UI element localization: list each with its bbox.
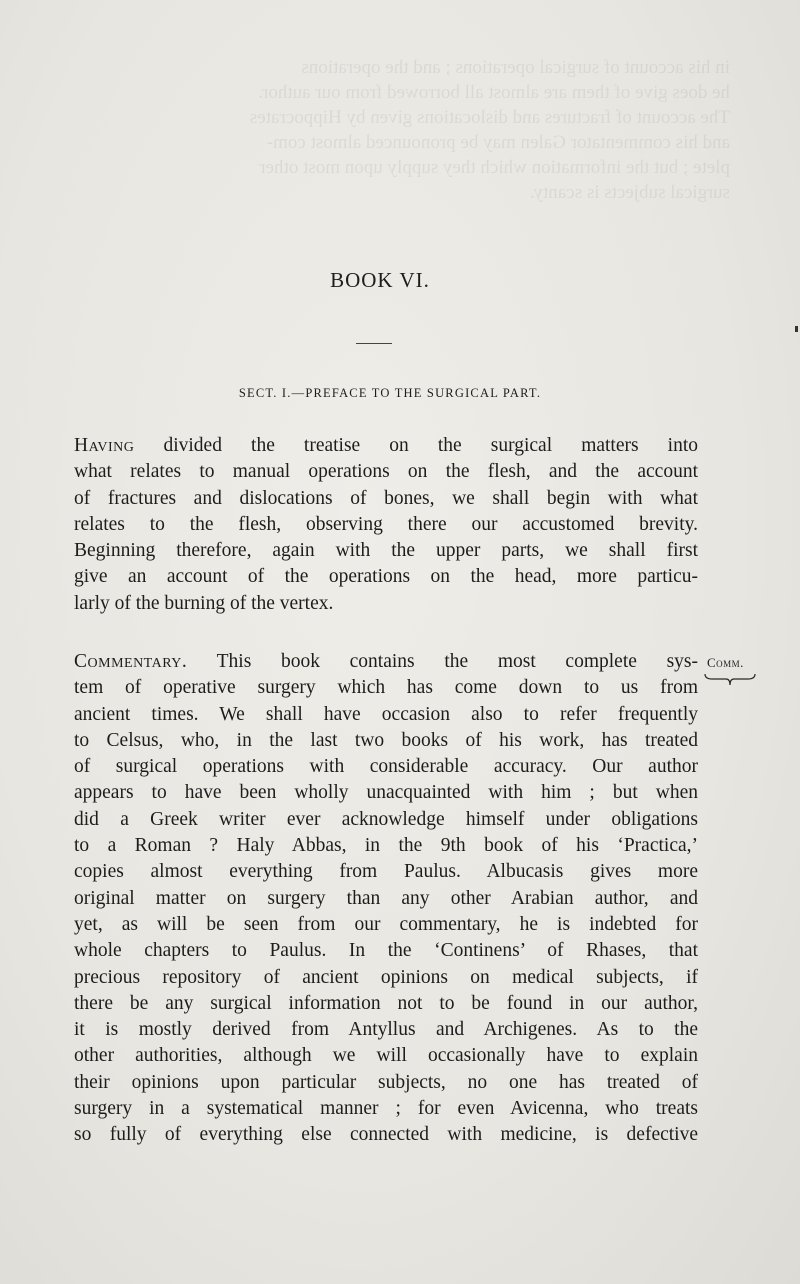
- text-line: tem of operative surgery which has come down to us from: [74, 677, 698, 699]
- text-line: ancient times. We shall have occasion also to refer frequently: [74, 703, 698, 725]
- text-line: of surgical operations with considerable accuracy. Our author: [74, 756, 698, 778]
- text-line: appears to have been wholly unacquainted with him ; but when: [74, 782, 698, 804]
- text-line: so fully of everything else connected with medicine, is defective: [74, 1124, 698, 1146]
- margin-brace: [704, 673, 756, 687]
- text-line: whole chapters to Paulus. In the ‘Continens’ of Rhases, that: [74, 940, 698, 962]
- text-line: to a Roman ? Haly Abbas, in the 9th book of his ‘Practica,’: [74, 835, 698, 857]
- text-line: their opinions upon particular subjects, no one has treated of: [74, 1071, 698, 1093]
- text-line: precious repository of ancient opinions on medical subjects, if: [74, 966, 698, 988]
- text-line: larly of the burning of the vertex.: [74, 592, 334, 614]
- text-line: of fractures and dislocations of bones, we shall begin with what: [74, 487, 698, 509]
- text-line: surgery in a systematical manner ; for even Avicenna, who treats: [74, 1098, 698, 1120]
- text-line: to Celsus, who, in the last two books of his work, has treated: [74, 729, 698, 751]
- text-line: it is mostly derived from Antyllus and Archigenes. As to the: [74, 1019, 698, 1041]
- text-line: Commentary. This book contains the most complete sys-: [74, 651, 698, 672]
- title-rule: [356, 343, 392, 344]
- section-title: SECT. I.—PREFACE TO THE SURGICAL PART.: [238, 386, 542, 400]
- text-line: yet, as will be seen from our commentary, he is indebted for: [74, 913, 698, 935]
- margin-note: Comm.: [707, 655, 744, 670]
- lead-word: Having: [74, 435, 135, 456]
- text-line: give an account of the operations on the head, more particu-: [74, 566, 698, 588]
- text-line: Beginning therefore, again with the upper parts, we shall first: [74, 540, 698, 562]
- text-line: other authorities, although we will occasionally have to explain: [74, 1045, 698, 1067]
- show-through-text: in his account of surgical operations ; and the operations he does give of them are almost all borrowed from our author. The account of fractures and dislocations given by Hippocrates and his commentator Galen may be pronounced almost com- plete ; but the information which they supply upon most other surgical subjects is scanty.: [249, 57, 730, 203]
- text-line: copies almost everything from Paulus. Albucasis gives more: [74, 861, 698, 883]
- text-line: Having divided the treatise on the surgical matters into: [74, 435, 698, 456]
- lead-word: Commentary.: [74, 651, 188, 672]
- book-title: BOOK VI.: [330, 268, 430, 292]
- text-line: there be any surgical information not to be found in our author,: [74, 992, 698, 1014]
- text-line: relates to the flesh, observing there our accustomed brevity.: [74, 513, 698, 535]
- commentary-paragraph: [74, 649, 698, 1149]
- text-line: original matter on surgery than any other Arabian author, and: [74, 887, 698, 909]
- page-edge-mark: [795, 326, 798, 332]
- text-line: what relates to manual operations on the flesh, and the account: [74, 461, 698, 483]
- preface-paragraph: [74, 433, 698, 617]
- text-line: did a Greek writer ever acknowledge himself under obligations: [74, 808, 698, 830]
